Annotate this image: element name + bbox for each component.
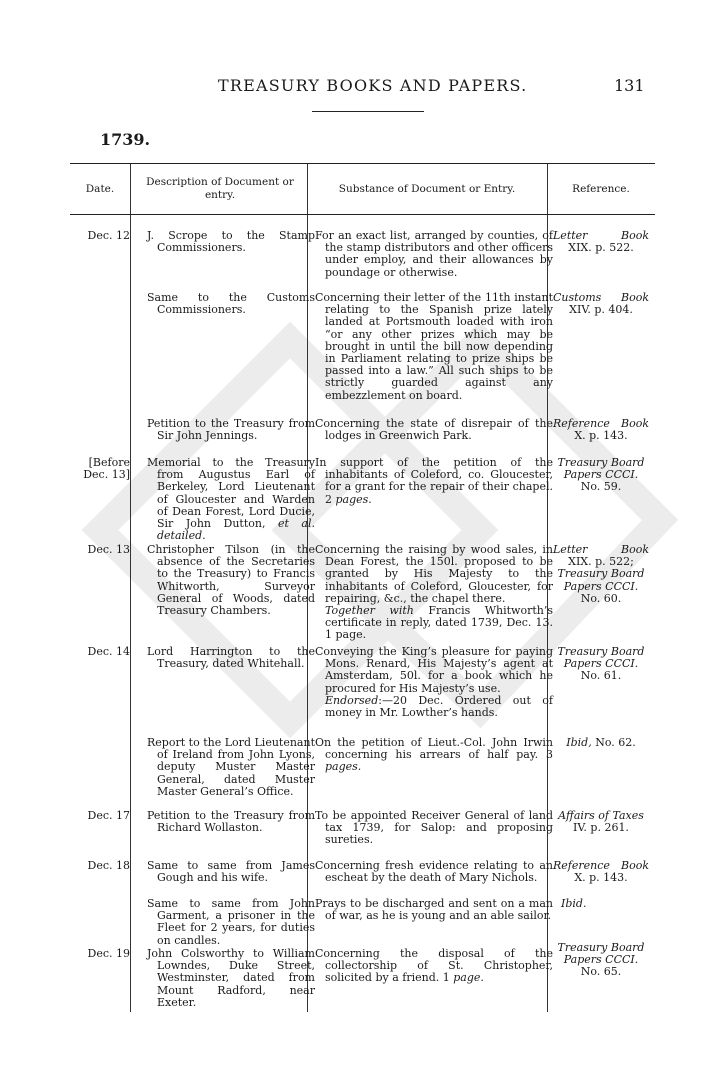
row-substance bbox=[315, 737, 553, 774]
row-substance bbox=[315, 646, 553, 719]
reference-line: X. p. 143. bbox=[574, 429, 628, 443]
substance-text: On the petition of Lieut.-Col. John Irwin concerning his arrears of half pay. 3 bbox=[315, 736, 553, 762]
substance-note-lead: Together with bbox=[325, 604, 414, 618]
row-description: Petition to the Treasury from Sir John Jennings. bbox=[147, 417, 315, 443]
row-substance: To be appointed Receiver General of land tax 1739, for Salop: and proposing sureties. bbox=[315, 809, 553, 847]
row-reference bbox=[553, 457, 649, 494]
row-reference bbox=[553, 646, 649, 683]
row-reference bbox=[553, 418, 649, 442]
reference-line: Treasury Board Papers CCCI. bbox=[557, 941, 645, 967]
description-text: Memorial to the Treasury from Augustus Earl of Berkeley, Lord Lieutenant of Gloucester and Warden of Dean Forest, Lord Ducie, Sir John Dutton, bbox=[147, 456, 315, 531]
reference-line: Reference Book bbox=[553, 417, 649, 430]
header-rule bbox=[312, 111, 424, 112]
column-header-substance: Substance of Document or Entry. bbox=[338, 182, 516, 195]
reference-ibid: Ibid, bbox=[566, 736, 592, 749]
reference-line: IV. p. 261. bbox=[573, 821, 629, 835]
row-description: Same to same from John Garment, a prisoner in the Fleet for 2 years, for duties on candles. bbox=[147, 897, 315, 947]
reference-line: No. 61. bbox=[580, 669, 622, 683]
substance-text: Concerning the raising by wood sales, in Dean Forest, the 150l. proposed to be granted by His Majesty to the inhabitants of Coleford, Gloucester, for repairing, &c., the chapel there. bbox=[315, 543, 553, 605]
reference-line: No. 65. bbox=[580, 965, 622, 979]
row-date: Dec. 13 bbox=[87, 543, 130, 556]
reference-line: Customs Book bbox=[553, 291, 649, 304]
substance-note: :—20 Dec. Ordered out of money in Mr. Lowther’s hands. bbox=[325, 693, 553, 720]
row-reference bbox=[553, 292, 649, 316]
row-date: [Before Dec. 13] bbox=[83, 456, 130, 482]
reference-line: No. 60. bbox=[580, 591, 622, 605]
row-description bbox=[147, 457, 315, 542]
row-reference bbox=[553, 544, 649, 605]
substance-text: In support of the petition of the inhabitants of Coleford, co. Gloucester, for a grant for the repair of their chapel. 2 bbox=[315, 456, 553, 506]
row-reference bbox=[553, 898, 649, 910]
column-header-date: Date. bbox=[85, 182, 115, 195]
row-description: Same to the Customs Commissioners. bbox=[147, 291, 315, 317]
reference-line: Affairs of Taxes bbox=[558, 809, 644, 822]
substance-text: Concerning the disposal of the collectorship of St. Christopher, solicited by a friend. 1 bbox=[315, 947, 553, 985]
row-date: Dec. 14 bbox=[87, 645, 130, 658]
description-tail: et al. detailed. bbox=[157, 517, 316, 543]
substance-tail: pages. bbox=[325, 760, 362, 774]
reference-line: Ibid. bbox=[561, 897, 587, 910]
reference-line: Reference Book bbox=[553, 859, 649, 872]
row-reference bbox=[553, 860, 649, 884]
substance-text: Conveying the King’s pleasure for paying Mons. Renard, His Majesty’s agent at Amsterdam, 50l. for a book which he procured for His Majesty’s use. bbox=[315, 645, 553, 695]
row-substance bbox=[315, 544, 553, 642]
row-substance: Concerning the state of disrepair of the lodges in Greenwich Park. bbox=[315, 417, 553, 443]
substance-tail: pages. bbox=[335, 492, 372, 506]
reference-line: No. 59. bbox=[580, 480, 622, 494]
row-substance: Prays to be discharged and sent on a man of war, as he is young and an able sailor. bbox=[315, 897, 553, 923]
row-description: Same to same from James Gough and his wife. bbox=[147, 859, 315, 885]
row-date: Dec. 19 bbox=[87, 947, 130, 960]
reference-line: Treasury Board Papers CCCI. bbox=[557, 645, 645, 671]
reference-line bbox=[553, 737, 649, 749]
substance-note-lead: Endorsed bbox=[325, 693, 379, 707]
reference-line: XIV. p. 404. bbox=[569, 303, 633, 317]
row-date: Dec. 17 bbox=[87, 809, 130, 822]
row-reference bbox=[553, 810, 649, 834]
reference-line: Letter Book bbox=[553, 229, 649, 242]
header-rule-bottom bbox=[70, 214, 655, 215]
row-substance bbox=[315, 948, 553, 985]
reference-number: No. 62. bbox=[595, 736, 636, 749]
row-reference bbox=[553, 942, 649, 979]
row-description: John Colsworthy to William Lowndes, Duke Street, Westminster, dated from Mount Radford, near Exeter. bbox=[147, 947, 315, 1009]
row-substance: Concerning their letter of the 11th instant relating to the Spanish prize lately landed at Portsmouth loaded with iron “or any other prizes which may be brought in until the bill now depending in Parliament relating to prize ships be passed into a law.” All such ships to be strictly guarded against any embezzlement on board. bbox=[315, 291, 553, 402]
row-reference bbox=[553, 230, 649, 254]
reference-line: Letter Book bbox=[553, 543, 649, 556]
page-number: 131 bbox=[614, 76, 645, 95]
substance-note: Francis Whitworth’s certificate in reply, dated 1739, Dec. 13. 1 page. bbox=[325, 604, 553, 642]
reference-line: XIX. p. 522. bbox=[568, 241, 634, 255]
year-heading: 1739. bbox=[100, 130, 151, 149]
calendar-table bbox=[70, 163, 655, 1012]
reference-line: Treasury Board Papers CCCI. bbox=[557, 567, 645, 593]
substance-tail: page. bbox=[453, 971, 484, 985]
column-header-reference: Reference. bbox=[572, 182, 630, 195]
row-description: Petition to the Treasury from Richard Wollaston. bbox=[147, 809, 315, 835]
row-substance: For an exact list, arranged by counties, of the stamp distributors and other officers under employ, and their allowances by poundage or otherwise. bbox=[315, 229, 553, 279]
row-reference bbox=[553, 737, 649, 749]
reference-line: XIX. p. 522; bbox=[568, 555, 634, 569]
reference-line: Treasury Board Papers CCCI. bbox=[557, 456, 645, 482]
row-date: Dec. 18 bbox=[87, 859, 130, 872]
column-divider bbox=[130, 164, 131, 1012]
row-description: J. Scrope to the Stamp Commissioners. bbox=[147, 229, 315, 255]
running-title: TREASURY BOOKS AND PAPERS. bbox=[218, 76, 528, 95]
row-date: Dec. 12 bbox=[87, 229, 130, 242]
column-header-description: Description of Document or entry. bbox=[146, 176, 294, 201]
row-description: Lord Harrington to the Treasury, dated Whitehall. bbox=[147, 645, 315, 671]
row-description: Report to the Lord Lieutenant of Ireland from John Lyons, deputy Muster Master General, dated Muster Master General’s Office. bbox=[147, 736, 315, 798]
row-substance bbox=[315, 457, 553, 506]
reference-line: X. p. 143. bbox=[574, 871, 628, 885]
row-description: Christopher Tilson (in the absence of the Secretaries to the Treasury) to Francis Whitworth, Surveyor General of Woods, dated Treasury Chambers. bbox=[147, 543, 315, 618]
row-substance: Concerning fresh evidence relating to an escheat by the death of Mary Nichols. bbox=[315, 859, 553, 885]
